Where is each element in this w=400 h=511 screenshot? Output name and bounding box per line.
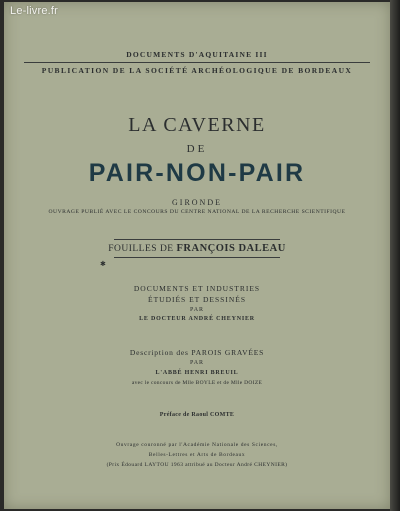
fouilles-line <box>4 243 390 254</box>
book-cover <box>4 2 390 509</box>
award-note-line-3: (Prix Édouard LAYTOU 1963 attribué au Docteur André CHEYNIER) <box>106 462 288 468</box>
documents-line-1: DOCUMENTS ET INDUSTRIES <box>133 284 261 293</box>
documents-author: LE DOCTEUR ANDRÉ CHEYNIER <box>139 316 255 322</box>
watermark: Le-livre.fr <box>10 5 59 17</box>
fouilles-author: FRANÇOIS DALEAU <box>176 243 286 254</box>
parois-collaborators: avec le concours de Mlle BOYLE et de Mlle DOIZE <box>131 380 263 386</box>
documents-line-2: ÉTUDIÉS ET DESSINÉS <box>147 295 247 304</box>
series-title: DOCUMENTS D'AQUITAINE III <box>126 50 268 59</box>
header-divider <box>24 62 370 63</box>
title-line-2: DE <box>186 143 208 155</box>
fouilles-bottom-rule <box>114 257 280 258</box>
preface-line: Préface de Raoul COMTE <box>159 412 235 418</box>
title-line-1: LA CAVERNE <box>128 114 266 136</box>
award-note-line-2: Belles-Lettres et Arts de Bordeaux <box>148 452 246 458</box>
patronage-line: OUVRAGE PUBLIÉ AVEC LE CONCOURS DU CENTRE NATIONAL DE LA RECHERCHE SCIENTIFIQUE <box>48 209 346 215</box>
fouilles-prefix: FOUILLES DE <box>108 244 174 254</box>
main-title: PAIR-NON-PAIR <box>88 159 306 187</box>
region-label: GIRONDE <box>172 198 222 207</box>
ink-mark: ✱ <box>100 260 106 268</box>
documents-by: PAR <box>189 307 205 313</box>
publisher-line: PUBLICATION DE LA SOCIÉTÉ ARCHÉOLOGIQUE DE BORDEAUX <box>41 66 353 75</box>
parois-line: Description des PAROIS GRAVÉES <box>129 348 265 357</box>
award-note-line-1: Ouvrage couronné par l'Académie Nationale des Sciences, <box>116 442 278 448</box>
parois-author: L'ABBÉ HENRI BREUIL <box>155 370 239 376</box>
book-spine-edge <box>390 0 400 511</box>
fouilles-top-rule <box>114 239 280 240</box>
parois-by: PAR <box>189 360 205 366</box>
